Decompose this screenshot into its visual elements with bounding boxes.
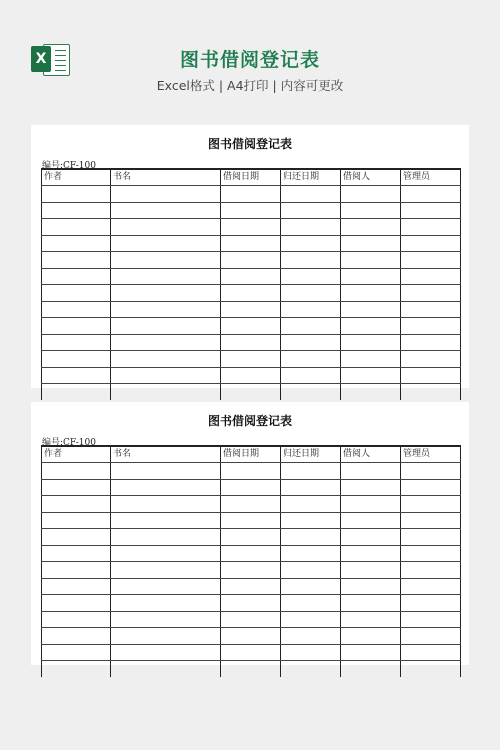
table-cell <box>42 334 111 351</box>
table-cell <box>341 562 401 579</box>
table-cell <box>42 479 111 496</box>
table-cell <box>401 384 461 400</box>
table-cell <box>281 268 341 285</box>
table-cell <box>341 235 401 252</box>
table-row <box>42 595 461 612</box>
table-row <box>42 186 461 203</box>
table-cell <box>341 529 401 546</box>
excel-badge: X <box>31 46 51 72</box>
table-cell <box>42 578 111 595</box>
table-cell <box>111 268 221 285</box>
table-cell <box>111 661 221 677</box>
table-cell <box>42 202 111 219</box>
table-cell <box>221 351 281 368</box>
table-cell <box>341 384 401 400</box>
table-cell <box>401 529 461 546</box>
table-cell <box>341 628 401 645</box>
table-cell <box>401 463 461 480</box>
table-cell <box>281 285 341 302</box>
table-cell <box>401 611 461 628</box>
table-body <box>42 186 461 400</box>
table-row <box>42 479 461 496</box>
table-cell <box>42 644 111 661</box>
table-row <box>42 496 461 513</box>
table-cell <box>111 235 221 252</box>
table-row <box>42 351 461 368</box>
table-cell <box>111 202 221 219</box>
table-row <box>42 268 461 285</box>
table-cell <box>281 252 341 269</box>
table-cell <box>111 285 221 302</box>
table-cell <box>221 384 281 400</box>
table-cell <box>281 496 341 513</box>
table-cell <box>221 628 281 645</box>
table-cell <box>341 202 401 219</box>
table-cell <box>341 661 401 677</box>
table-cell <box>281 318 341 335</box>
table-cell <box>221 496 281 513</box>
table-cell <box>221 202 281 219</box>
table-cell <box>42 384 111 400</box>
table-cell <box>111 644 221 661</box>
table-cell <box>42 252 111 269</box>
table-cell <box>42 186 111 203</box>
table-cell <box>281 186 341 203</box>
table-cell <box>341 186 401 203</box>
table-cell <box>42 285 111 302</box>
table-cell <box>281 479 341 496</box>
table-row <box>42 301 461 318</box>
table-cell <box>401 661 461 677</box>
table-cell <box>42 512 111 529</box>
table-cell <box>42 301 111 318</box>
table-row <box>42 512 461 529</box>
table-cell <box>281 351 341 368</box>
table-row <box>42 202 461 219</box>
table-cell <box>111 562 221 579</box>
col-header-author: 作者 <box>42 169 111 186</box>
table-cell <box>281 512 341 529</box>
table-cell <box>111 186 221 203</box>
table-cell <box>221 301 281 318</box>
table-cell <box>221 463 281 480</box>
col-header-return-date: 归还日期 <box>281 446 341 463</box>
table-row <box>42 562 461 579</box>
table-cell <box>42 595 111 612</box>
table-row <box>42 252 461 269</box>
table-cell <box>111 252 221 269</box>
col-header-manager: 管理员 <box>401 169 461 186</box>
table-cell <box>111 611 221 628</box>
table-cell <box>221 367 281 384</box>
table-cell <box>401 301 461 318</box>
table-cell <box>221 186 281 203</box>
table-row <box>42 611 461 628</box>
table-cell <box>281 367 341 384</box>
table-cell <box>42 219 111 236</box>
table-cell <box>341 351 401 368</box>
table-cell <box>341 611 401 628</box>
table-cell <box>401 235 461 252</box>
col-header-borrower: 借阅人 <box>341 446 401 463</box>
table-cell <box>401 545 461 562</box>
table-cell <box>341 285 401 302</box>
table-cell <box>281 463 341 480</box>
table-cell <box>281 384 341 400</box>
table-cell <box>341 595 401 612</box>
table-cell <box>281 611 341 628</box>
table-cell <box>42 351 111 368</box>
col-header-book-title: 书名 <box>111 169 221 186</box>
table-cell <box>401 268 461 285</box>
table-cell <box>42 496 111 513</box>
table-row <box>42 628 461 645</box>
table-cell <box>111 351 221 368</box>
borrow-register-table <box>41 445 461 677</box>
table-cell <box>111 496 221 513</box>
table-cell <box>281 595 341 612</box>
table-cell <box>221 219 281 236</box>
table-row <box>42 661 461 677</box>
borrow-register-table <box>41 168 461 400</box>
table-cell <box>221 529 281 546</box>
sheet-code: 编号:CF-100 <box>42 438 96 448</box>
table-cell <box>221 479 281 496</box>
table-cell <box>401 512 461 529</box>
table-cell <box>42 611 111 628</box>
table-cell <box>401 496 461 513</box>
table-cell <box>401 562 461 579</box>
table-cell <box>341 219 401 236</box>
table-cell <box>341 301 401 318</box>
table-cell <box>221 285 281 302</box>
table-cell <box>341 496 401 513</box>
table-cell <box>341 644 401 661</box>
table-cell <box>221 252 281 269</box>
table-cell <box>401 644 461 661</box>
table-row <box>42 384 461 400</box>
table-cell <box>341 512 401 529</box>
table-cell <box>221 562 281 579</box>
sheet-code: 编号:CF-100 <box>42 161 96 171</box>
table-cell <box>281 661 341 677</box>
table-cell <box>401 479 461 496</box>
table-cell <box>341 463 401 480</box>
sheet-title: 图书借阅登记表 <box>207 137 292 151</box>
table-cell <box>111 367 221 384</box>
table-cell <box>341 318 401 335</box>
table-cell <box>111 512 221 529</box>
col-header-borrower: 借阅人 <box>341 169 401 186</box>
table-cell <box>401 252 461 269</box>
table-cell <box>111 595 221 612</box>
table-cell <box>281 235 341 252</box>
table-cell <box>42 628 111 645</box>
table-cell <box>401 318 461 335</box>
table-cell <box>111 628 221 645</box>
table-row <box>42 334 461 351</box>
table-cell <box>281 628 341 645</box>
table-row <box>42 367 461 384</box>
table-cell <box>401 334 461 351</box>
table-cell <box>221 334 281 351</box>
col-header-book-title: 书名 <box>111 446 221 463</box>
table-cell <box>401 351 461 368</box>
table-header-row <box>42 169 461 186</box>
table-cell <box>111 301 221 318</box>
table-body <box>42 463 461 677</box>
table-cell <box>42 661 111 677</box>
table-cell <box>111 334 221 351</box>
table-cell <box>341 545 401 562</box>
table-cell <box>341 479 401 496</box>
table-cell <box>401 367 461 384</box>
table-cell <box>42 318 111 335</box>
table-cell <box>111 219 221 236</box>
table-row <box>42 235 461 252</box>
table-cell <box>341 252 401 269</box>
table-cell <box>341 268 401 285</box>
table-cell <box>401 186 461 203</box>
table-cell <box>401 578 461 595</box>
table-cell <box>42 529 111 546</box>
table-cell <box>281 578 341 595</box>
col-header-author: 作者 <box>42 446 111 463</box>
table-row <box>42 578 461 595</box>
table-cell <box>221 661 281 677</box>
table-cell <box>221 512 281 529</box>
table-cell <box>221 578 281 595</box>
table-cell <box>221 235 281 252</box>
table-row <box>42 463 461 480</box>
table-row <box>42 285 461 302</box>
table-cell <box>401 628 461 645</box>
table-cell <box>221 644 281 661</box>
table-cell <box>341 334 401 351</box>
table-cell <box>42 367 111 384</box>
table-cell <box>111 384 221 400</box>
col-header-borrow-date: 借阅日期 <box>221 446 281 463</box>
table-cell <box>111 479 221 496</box>
table-cell <box>42 463 111 480</box>
sheet-title: 图书借阅登记表 <box>207 414 292 428</box>
table-cell <box>281 301 341 318</box>
table-cell <box>401 219 461 236</box>
table-cell <box>401 285 461 302</box>
table-cell <box>281 562 341 579</box>
table-row <box>42 644 461 661</box>
table-row <box>42 529 461 546</box>
table-header-row <box>42 446 461 463</box>
table-cell <box>42 545 111 562</box>
table-cell <box>281 545 341 562</box>
page-title: 图书借阅登记表 <box>179 49 320 71</box>
table-cell <box>221 595 281 612</box>
page-subtitle: Excel格式 | A4打印 | 内容可更改 <box>156 78 344 93</box>
table-cell <box>281 529 341 546</box>
table-cell <box>221 545 281 562</box>
table-row <box>42 219 461 236</box>
table-cell <box>42 268 111 285</box>
table-cell <box>42 235 111 252</box>
table-cell <box>111 463 221 480</box>
col-header-borrow-date: 借阅日期 <box>221 169 281 186</box>
table-cell <box>281 334 341 351</box>
table-cell <box>281 219 341 236</box>
table-cell <box>42 562 111 579</box>
table-cell <box>221 268 281 285</box>
table-cell <box>341 578 401 595</box>
sheet-preview-2 <box>31 402 469 665</box>
table-cell <box>401 595 461 612</box>
table-cell <box>111 545 221 562</box>
col-header-manager: 管理员 <box>401 446 461 463</box>
col-header-return-date: 归还日期 <box>281 169 341 186</box>
table-row <box>42 545 461 562</box>
table-cell <box>281 202 341 219</box>
sheet-preview-1 <box>31 125 469 388</box>
table-cell <box>111 318 221 335</box>
table-row <box>42 318 461 335</box>
table-cell <box>401 202 461 219</box>
table-cell <box>111 529 221 546</box>
table-cell <box>281 644 341 661</box>
table-cell <box>111 578 221 595</box>
table-cell <box>221 611 281 628</box>
table-cell <box>221 318 281 335</box>
table-cell <box>341 367 401 384</box>
